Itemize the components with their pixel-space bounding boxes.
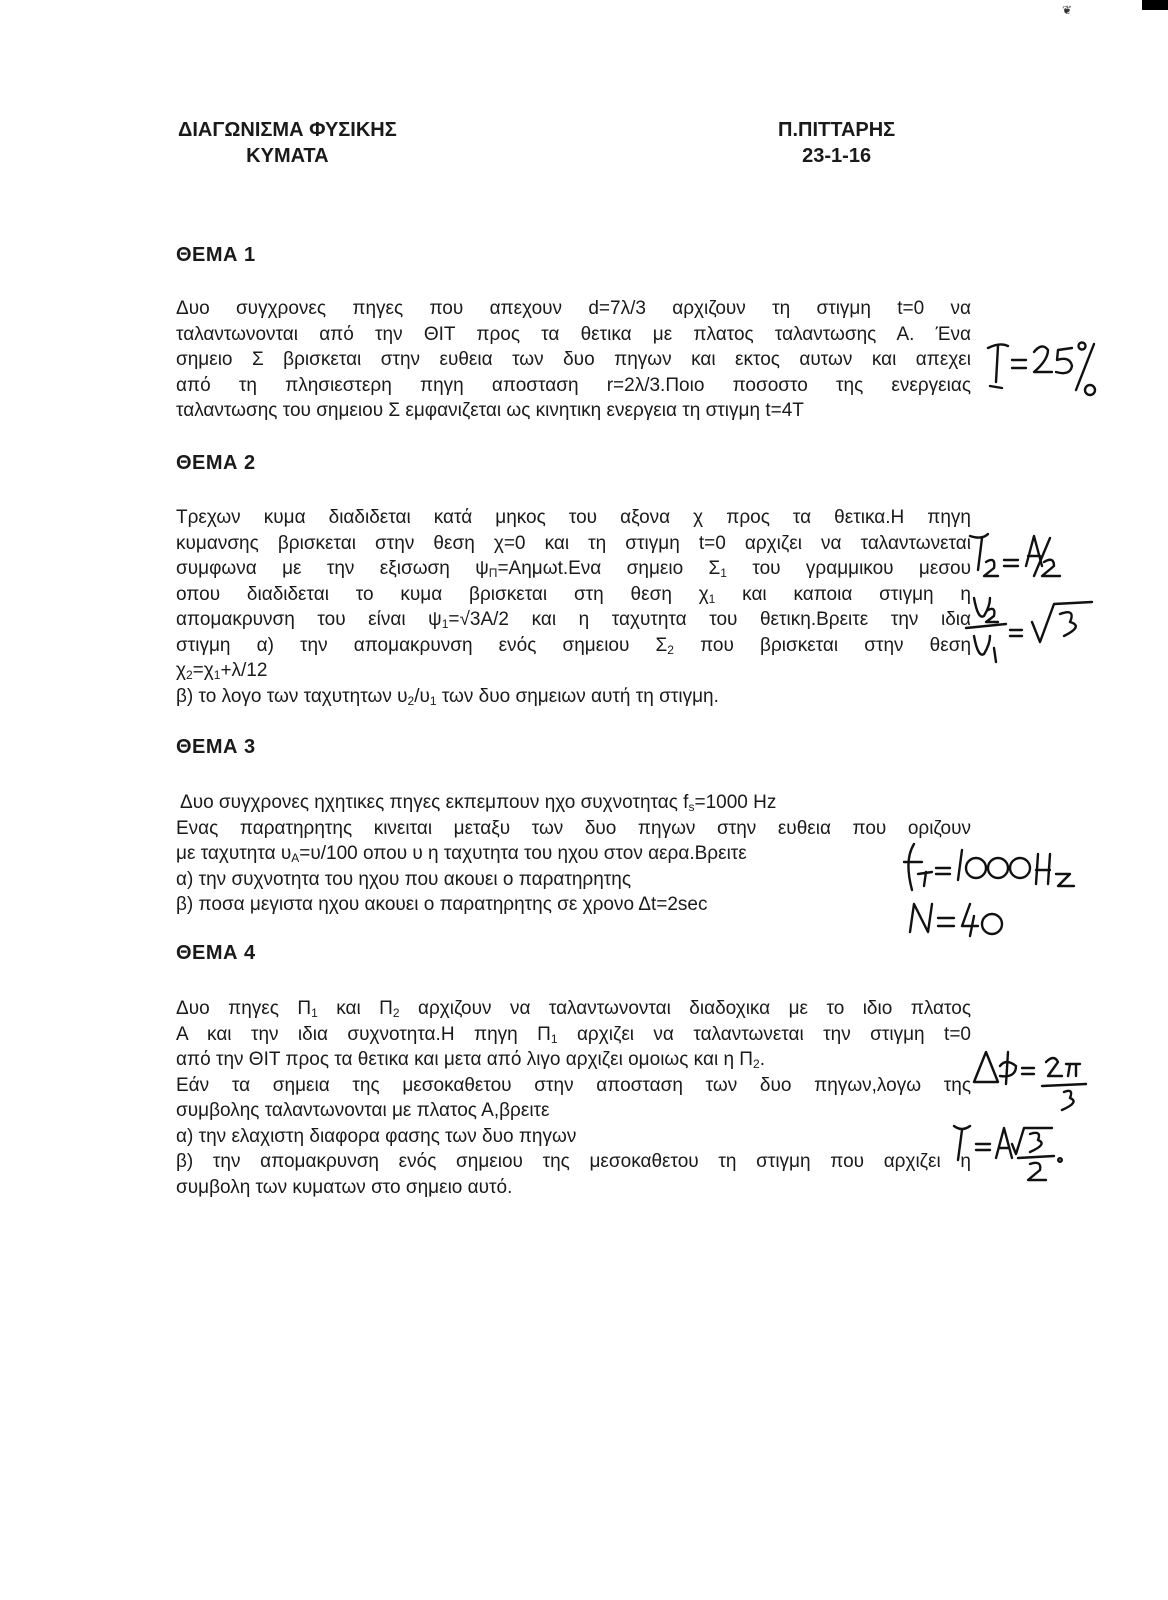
topic-heading: ΘΕΜΑ 1 [176, 244, 256, 266]
text-line: $\chi_2=\chi_1+\lambda/12$ [176, 660, 268, 682]
text-line: συμφωνα με την εξισωση $\psi_\Pi=A\eta\mu\omega t.E\nu\alpha$ σημειο $\Sigma_1$ του γραμμικου μεσου [176, 558, 972, 580]
scan-corner-mark [1142, 0, 1168, 10]
text-line: συμβολη των κυματων στο σημειο αυτό. [176, 1176, 513, 1198]
text-line: Δυο συγχρονες ηχητικες πηγες εκπεμπουν ηχο συχνοτητας $f_s=1000$ Hz [180, 792, 777, 814]
text-line: ταλαντωσης του σημειου Σ εμφανιζεται ως κινητικη ενεργεια τη στιγμη t=4T [176, 400, 804, 421]
text-line: β) το λογο των ταχυτητων $\upsilon_2/\upsilon_1$ των δυο σημειων αυτή τη στιγμη. [176, 685, 719, 708]
topic-heading: ΘΕΜΑ 3 [176, 736, 256, 758]
topic-1-body [176, 296, 971, 424]
text-line: α) την συχνοτητα του ηχου που ακουει ο παρατηρητης [176, 868, 632, 890]
text-line: απομακρυνση του είναι $\psi_1=√3A/2$ και η ταχυτητα του θετικη.Βρειτε την ιδια [176, 609, 971, 631]
text-line: συμβολης ταλαντωνονται με πλατος Α,βρειτε [176, 1100, 550, 1121]
text-line: ταλαντωνονται από την ΘΙΤ προς τα θετικα με πλατος ταλαντωσης Α. Ένα [176, 323, 971, 345]
text-line: σημειο Σ βρισκεται στην ευθεια των δυο πηγων και εκτος αυτων και απεχει [176, 349, 971, 370]
topic-4 [176, 942, 971, 965]
topic-2-text [176, 505, 971, 709]
text-line: Εάν τα σημεια της μεσοκαθετου στην αποσταση των δυο πηγων,λογω της [176, 1074, 971, 1096]
topic-4-body [176, 996, 971, 1200]
header-right [778, 117, 895, 169]
text-line: Α και την ιδια συχνοτητα.Η πηγη $\Pi_1$ αρχιζει να ταλαντωνεται την στιγμη t=0 [176, 1023, 971, 1046]
text-line: από την ΘΙΤ προς τα θετικα και μετα από λιγο αρχιζει ομοιως και η $\Pi_2$. [176, 1049, 765, 1071]
exam-subtitle: ΚΥΜΑΤΑ [246, 145, 329, 167]
text-line: οπου διαδιδεται το κυμα βρισκεται στη θεση $\chi_1$ και καποια στιγμη η [176, 583, 971, 606]
topic-heading: ΘΕΜΑ 2 [176, 452, 256, 474]
handwritten-answer-1 [982, 330, 1102, 415]
handwritten-answer-3b [904, 898, 1024, 953]
topic-3-text [176, 790, 971, 918]
author-name: Π.ΠΙΤΤΑΡΗΣ [778, 119, 896, 141]
header-left [178, 117, 397, 169]
topic-2 [176, 452, 971, 475]
handwritten-answer-3a [898, 840, 1088, 905]
topic-4-text [176, 996, 971, 1200]
topic-1 [176, 244, 971, 267]
text-line: α) την ελαχιστη διαφορα φασης των δυο πηγων [176, 1125, 577, 1147]
text-line: Δυο συγχρονες πηγες που απεχουν d=7λ/3 αρχιζουν τη στιγμη t=0 να [176, 298, 971, 319]
exam-date: 23-1-16 [802, 145, 872, 167]
topic-2-body [176, 505, 971, 709]
text-line: από τη πλησιεστερη πηγη αποσταση r=2λ/3.Ποιο ποσοστο της ενεργειας [176, 374, 971, 396]
text-line: β) την απομακρυνση ενός σημειου της μεσοκαθετου τη στιγμη που αρχιζει η [176, 1151, 971, 1172]
handwritten-answer-4a [970, 1046, 1100, 1121]
text-line: στιγμη α) την απομακρυνση ενός σημειου $\Sigma_2$ που βρισκεται στην θεση [176, 634, 972, 657]
text-line: Ενας παρατηρητης κινειται μεταξυ των δυο πηγων στην ευθεια που οριζουν [176, 817, 971, 839]
topic-heading: ΘΕΜΑ 4 [176, 942, 256, 964]
handwritten-answer-2b [960, 592, 1100, 677]
handwritten-answer-2a [968, 530, 1078, 595]
topic-1-text [176, 296, 971, 424]
text-line: Δυο πηγες $\Pi_1$ και $\Pi_2$ αρχιζουν να ταλαντωνονται διαδοχικα με το ιδιο πλατος [176, 998, 971, 1020]
handwritten-answer-4b [950, 1122, 1100, 1197]
topic-3 [176, 736, 971, 759]
topic-3-body [176, 790, 971, 918]
scan-speck: ❦ [1062, 3, 1073, 17]
text-line: β) ποσα μεγιστα ηχου ακουει ο παρατηρητης σε χρονο Δt=2sec [176, 894, 708, 915]
text-line: με ταχυτητα $\upsilon_A=\upsilon/100$ οπου υ η ταχυτητα του ηχου στον αερα.Βρειτε [176, 843, 747, 865]
text-line: Τρεχων κυμα διαδιδεται κατά μηκος του αξονα χ προς τα θετικα.Η πηγη [176, 507, 971, 528]
exam-title: ΔΙΑΓΩΝΙΣΜΑ ΦΥΣΙΚΗΣ [178, 119, 397, 141]
text-line: κυμανσης βρισκεται στην θεση χ=0 και τη στιγμη t=0 αρχιζει να ταλαντωνεται [176, 532, 971, 554]
